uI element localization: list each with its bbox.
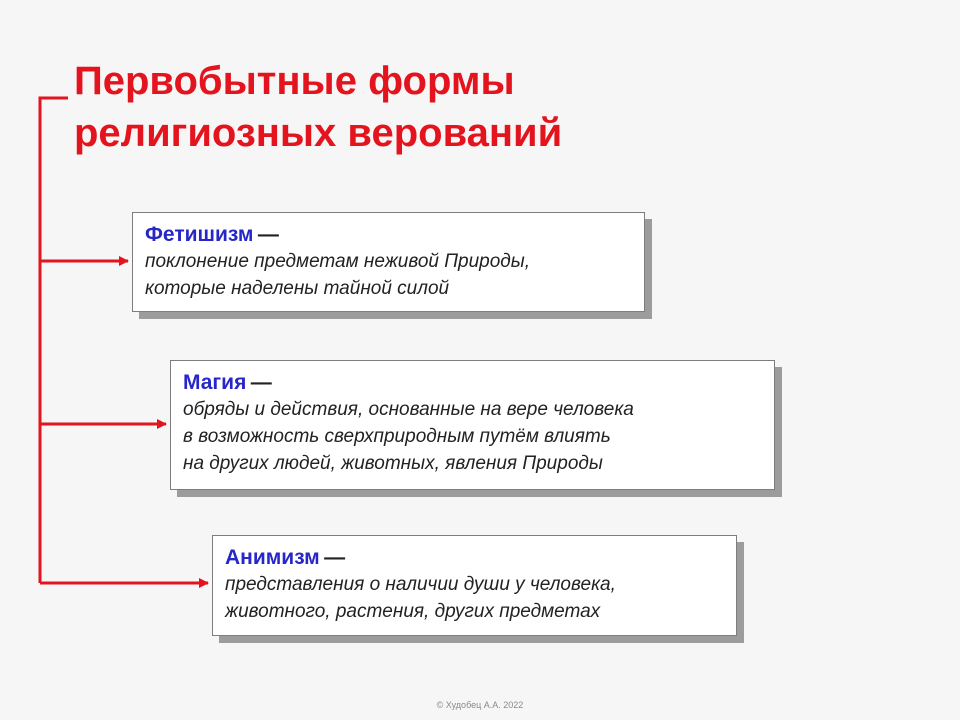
page-title [74, 55, 562, 159]
definition-line: на других людей, животных, явления Природы [183, 453, 603, 474]
definition-line: поклонение предметам неживой Природы, [145, 251, 531, 272]
term-dash: — [257, 223, 279, 246]
card-magic [170, 360, 775, 490]
definition-line: представления о наличии души у человека, [225, 574, 616, 595]
definition-line: животного, растения, других предметах [225, 601, 601, 622]
term-dash: — [250, 371, 272, 394]
definition-animism [225, 571, 724, 625]
definition-fetishism [145, 248, 632, 302]
card-heading [145, 221, 632, 248]
copyright-notice: © Худобец А.А. 2022 [436, 700, 524, 710]
definition-magic [183, 396, 762, 477]
definition-line: обряды и действия, основанные на вере человека [183, 399, 634, 420]
card-animism [212, 535, 737, 636]
term-dash: — [324, 546, 346, 569]
term-fetishism: Фетишизм [145, 223, 254, 246]
title-line-1: Первобытные формы [74, 59, 515, 103]
title-line-2: религиозных верований [74, 111, 563, 155]
card-fetishism [132, 212, 645, 312]
term-animism: Анимизм [225, 546, 320, 569]
definition-line: в возможность сверхприродным путём влиять [183, 426, 611, 447]
term-magic: Магия [183, 371, 247, 394]
card-heading [225, 544, 724, 571]
card-heading [183, 369, 762, 396]
definition-line: которые наделены тайной силой [145, 278, 450, 299]
